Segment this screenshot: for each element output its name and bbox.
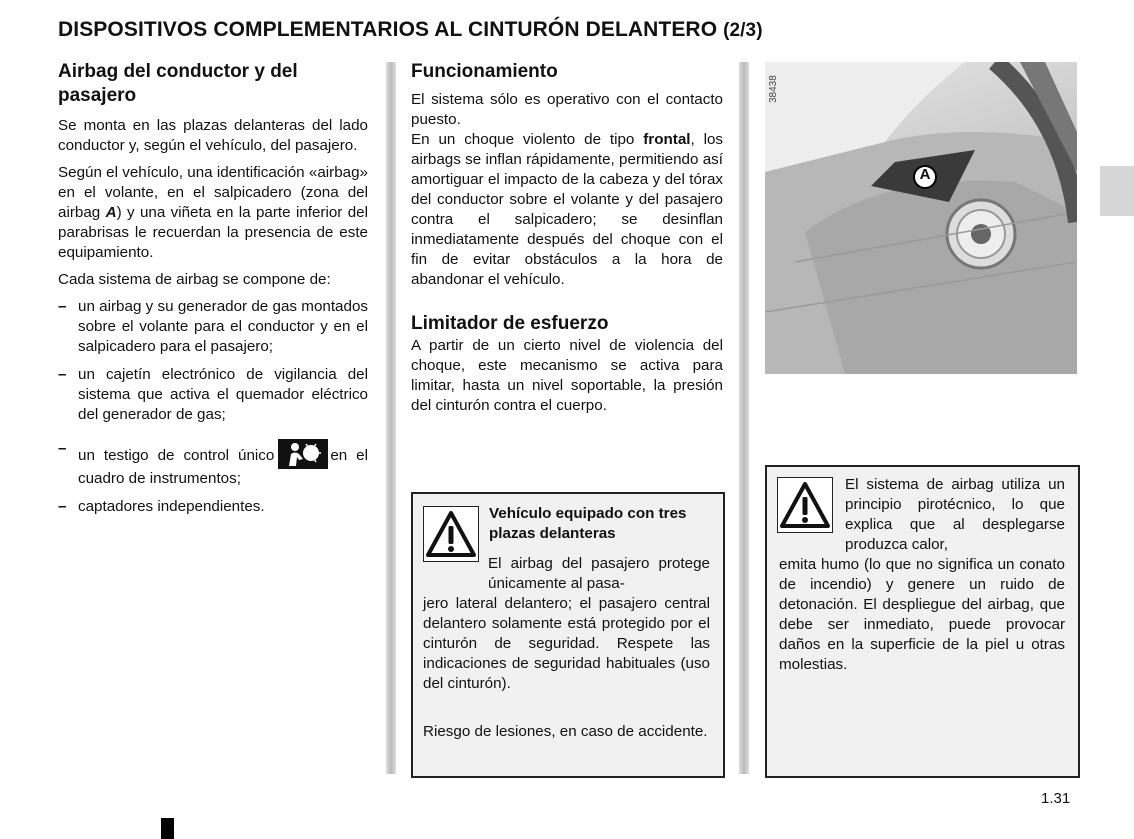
page-title (58, 18, 763, 42)
pyrotechnic-body-indent: El sistema de airbag utiliza un principio pirotécnico, lo que explica que al desplegarse produzca calor, (845, 476, 1065, 553)
airbag-paragraph-1: Se monta en las plazas delanteras del lado conductor y, según el vehículo, del pasajero. (58, 117, 368, 154)
list-item: – un airbag y su generador de gas montados sobre el volante para el conductor y en el salpicadero para el pasajero; (58, 297, 368, 357)
three-seats-heading: Vehículo equipado con tres plazas delanteras (489, 505, 687, 542)
list-item: – un cajetín electrónico de vigilancia del sistema que activa el quemador eléctrico del generador de gas; (58, 365, 368, 425)
page-number: 1.31 (1041, 790, 1071, 807)
limiter-paragraph: A partir de un cierto nivel de violencia del choque, este mecanismo se activa para limitar, hasta un nivel soportable, la presión del cinturón contra el cuerpo. (411, 337, 723, 414)
column-functioning (411, 60, 723, 416)
airbag-telltale-icon (278, 439, 328, 469)
pyrotechnic-body (779, 475, 1065, 675)
list-item: – captadores independientes. (58, 497, 368, 517)
functioning-p2-bold: frontal (643, 131, 691, 148)
list-item (58, 439, 368, 489)
airbag-heading: Airbag del conductor y del pasajero (58, 61, 298, 106)
injury-risk-text: Riesgo de lesiones, en caso de accidente. (423, 723, 708, 740)
illustration-number: 38438 (768, 75, 779, 103)
functioning-p2-after: , los airbags se inflan rápidamente, permitiendo así amortiguar el impacto de la cabeza y del tórax del conductor sobre el volante y del pasajero contra el salpicadero; se desinflan inmediatamente después del choque con el fin de evitar obstáculos a la hora de abandonar el vehículo. (411, 131, 724, 288)
item3-before: un testigo de control único (78, 447, 275, 464)
page-title-text: DISPOSITIVOS COMPLEMENTARIOS AL CINTURÓN DELANTERO (58, 18, 718, 41)
callout-a-label: A (919, 166, 931, 183)
airbag-components-list (58, 297, 368, 517)
dashboard-airbag-illustration (765, 62, 1077, 374)
pyrotechnic-body-rest: emita humo (lo que no significa un conato de incendio) y genere un ruido de detonación. El despliegue del airbag, que debe ser inmediato, puede provocar daños en la superficie de la piel u otras molestias. (779, 556, 1065, 673)
functioning-p2-before: En un choque violento de tipo (411, 131, 644, 148)
column-separator (739, 62, 749, 774)
airbag-p2-after: ) y una viñeta en la parte inferior del parabrisas le recuerdan la presencia de este equipamiento. (58, 204, 368, 261)
functioning-paragraph-1: El sistema sólo es operativo con el contacto puesto. (411, 91, 723, 128)
functioning-heading: Funcionamiento (411, 61, 558, 82)
airbag-p2-before: Según el vehículo, una identificación «airbag» en el volante, en el salpicadero (zona del airbag (58, 164, 368, 221)
functioning-paragraph-2 (411, 130, 723, 290)
three-seats-warning-box (411, 492, 725, 778)
three-seats-body-rest: jero lateral delantero; el pasajero central delantero solamente está protegido por el cinturón de seguridad. Respete las indicaciones de seguridad habituales (uso del cinturón). (423, 595, 710, 692)
three-seats-body-indent: El airbag del pasajero protege únicamente al pasa- (488, 555, 710, 592)
crop-mark (161, 818, 174, 839)
airbag-zone-letter: A (105, 204, 117, 221)
section-side-tab (1100, 166, 1134, 216)
item3-after: en el cuadro de instrumentos; (78, 447, 368, 487)
column-separator (386, 62, 396, 774)
column-airbag (58, 60, 368, 525)
pyrotechnic-warning-box (765, 465, 1080, 778)
three-seats-body (423, 554, 710, 694)
page-title-suffix: (2/3) (723, 20, 763, 41)
airbag-paragraph-2 (58, 163, 368, 263)
airbag-paragraph-3: Cada sistema de airbag se compone de: (58, 271, 331, 288)
limiter-heading: Limitador de esfuerzo (411, 313, 609, 334)
